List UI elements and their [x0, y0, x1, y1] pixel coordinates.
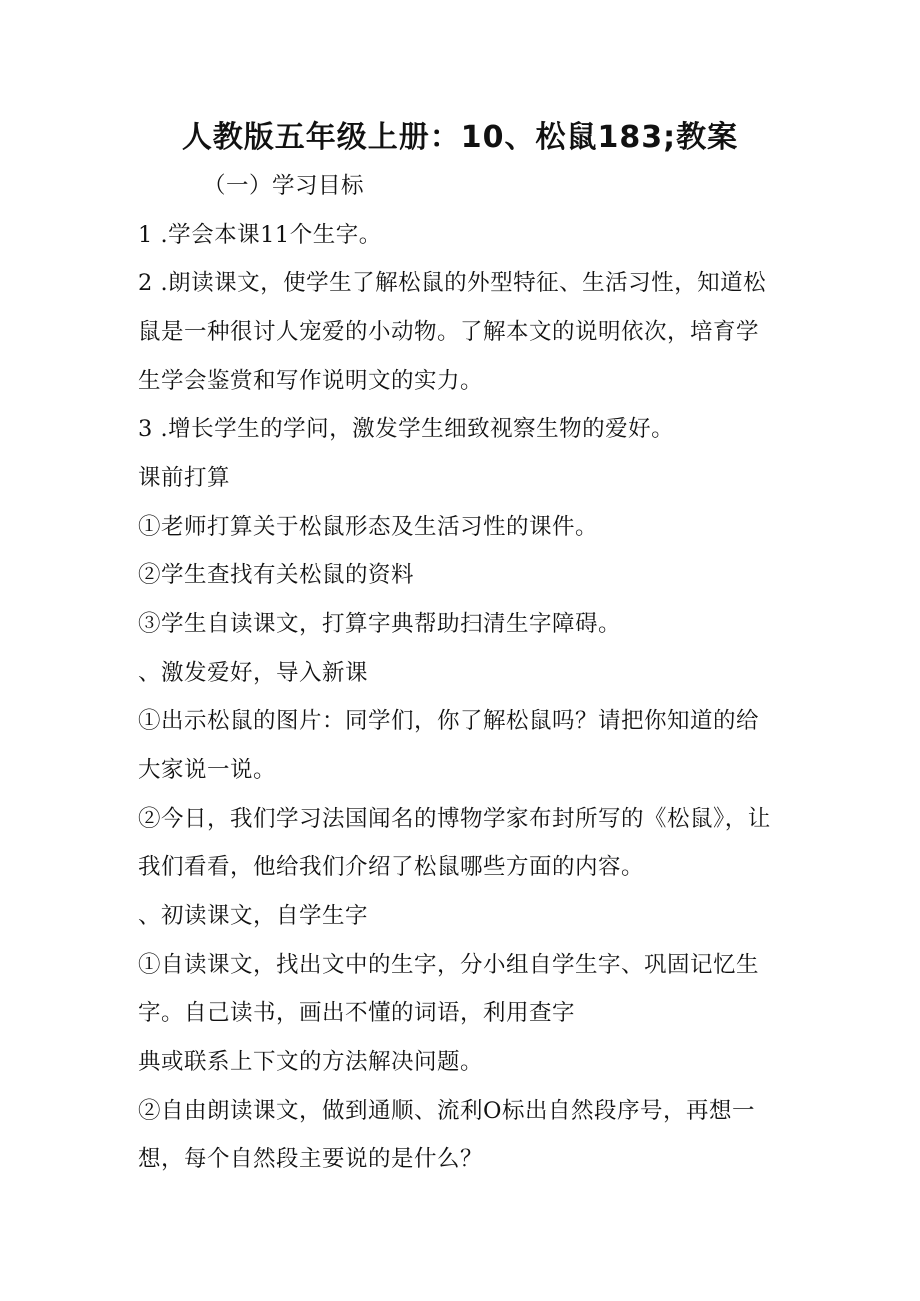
paragraph-line: 3 .增长学生的学问，激发学生细致视察生物的爱好。	[138, 416, 675, 442]
paragraph-line: ①老师打算关于松鼠形态及生活习性的课件。	[138, 514, 599, 540]
paragraph-line: ②自由朗读课文，做到通顺、流利O标出自然段序号，再想一	[138, 1098, 755, 1124]
section-heading-preparation: 课前打算	[138, 465, 231, 491]
paragraph-line: 字。自己读书，画出不懂的词语，利用查字	[138, 1000, 576, 1026]
paragraph-line: ②学生查找有关松鼠的资料	[138, 562, 415, 588]
paragraph-line: 2 .朗读课文，使学生了解松鼠的外型特征、生活习性，知道松	[138, 270, 767, 296]
paragraph-line: ②今日，我们学习法国闻名的博物学家布封所写的《松鼠》，让	[138, 806, 771, 832]
paragraph-line: 想，每个自然段主要说的是什么？	[138, 1146, 484, 1172]
paragraph-line: 生学会鉴赏和写作说明文的实力。	[138, 368, 484, 394]
paragraph-line: ③学生自读课文，打算字典帮助扫清生字障碍。	[138, 611, 622, 637]
paragraph-line: ①自读课文，找出文中的生字，分小组自学生字、巩固记忆生	[138, 952, 760, 978]
paragraph-line: 1 .学会本课11个生字。	[138, 222, 382, 248]
paragraph-line: ①出示松鼠的图片：同学们，你了解松鼠吗？请把你知道的给	[138, 708, 760, 734]
paragraph-line: 大家说一说。	[138, 757, 277, 783]
section-heading-objectives: （一）学习目标	[203, 173, 365, 199]
paragraph-line: 我们看看，他给我们介绍了松鼠哪些方面的内容。	[138, 854, 645, 880]
paragraph-line: 典或联系上下文的方法解决问题。	[138, 1049, 484, 1075]
document-title: 人教版五年级上册：10、松鼠183;教案	[181, 120, 739, 155]
section-heading-introduction: 、激发爱好，导入新课	[138, 660, 369, 686]
section-heading-first-reading: 、初读课文，自学生字	[138, 903, 369, 929]
paragraph-line: 鼠是一种很讨人宠爱的小动物。了解本文的说明依次，培育学	[138, 319, 760, 345]
